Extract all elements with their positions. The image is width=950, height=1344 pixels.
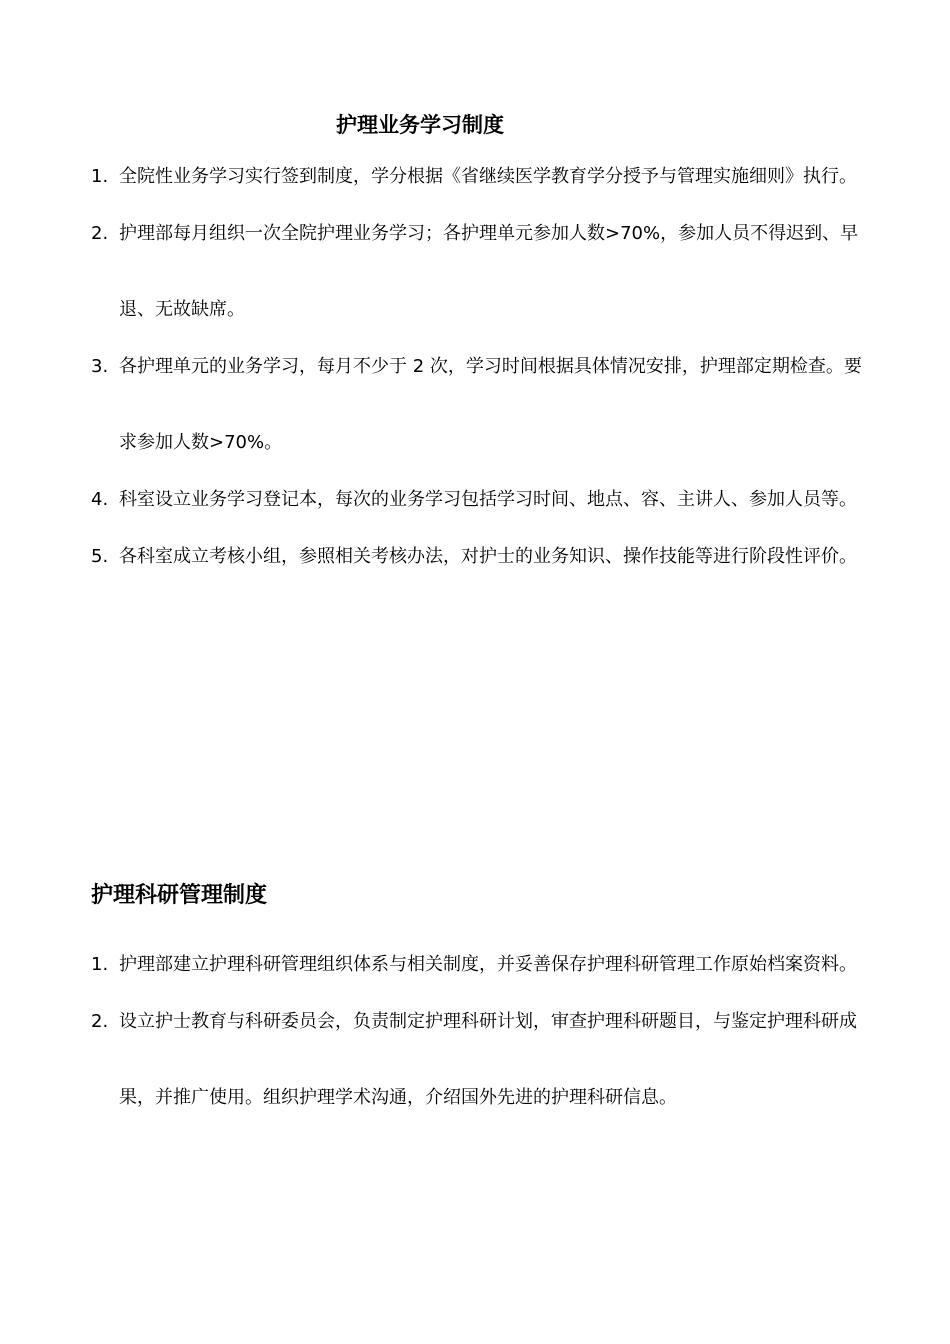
- item-text: 各科室成立考核小组，参照相关考核办法，对护士的业务知识、操作技能等进行阶段性评价。: [119, 546, 857, 567]
- item-number: 2.: [91, 223, 109, 244]
- item-text: 设立护士教育与科研委员会，负责制定护理科研计划，审查护理科研题目，与鉴定护理科研成果，并推广使用。组织护理学术沟通，介绍国外先进的护理科研信息。: [119, 1011, 857, 1108]
- item-number: 3.: [91, 356, 109, 377]
- item-number: 2.: [91, 1011, 109, 1032]
- item-text: 护理部每月组织一次全院护理业务学习；各护理单元参加人数>70%，参加人员不得迟到、早退、无故缺席。: [119, 223, 859, 320]
- item-text: 全院性业务学习实行签到制度，学分根据《省继续医学教育学分授予与管理实施细则》执行。: [119, 166, 857, 187]
- list-item: [91, 329, 871, 481]
- item-number: 5.: [91, 546, 109, 567]
- section-title-study: 护理业务学习制度: [336, 113, 504, 137]
- item-text: 护理部建立护理科研管理组织体系与相关制度，并妥善保存护理科研管理工作原始档案资料。: [119, 954, 857, 975]
- section-title-research: 护理科研管理制度: [91, 883, 268, 908]
- research-rules-list: [91, 946, 871, 1136]
- list-item: [91, 984, 871, 1136]
- item-number: 1.: [91, 954, 109, 975]
- list-item: [91, 519, 871, 595]
- study-rules-list: [91, 158, 871, 595]
- item-number: 4.: [91, 489, 109, 510]
- item-text: 科室设立业务学习登记本，每次的业务学习包括学习时间、地点、容、主讲人、参加人员等。: [119, 489, 857, 510]
- list-item: [91, 196, 871, 348]
- item-text: 各护理单元的业务学习，每月不少于 2 次，学习时间根据具体情况安排，护理部定期检查。要求参加人数>70%。: [119, 356, 862, 453]
- item-number: 1.: [91, 166, 109, 187]
